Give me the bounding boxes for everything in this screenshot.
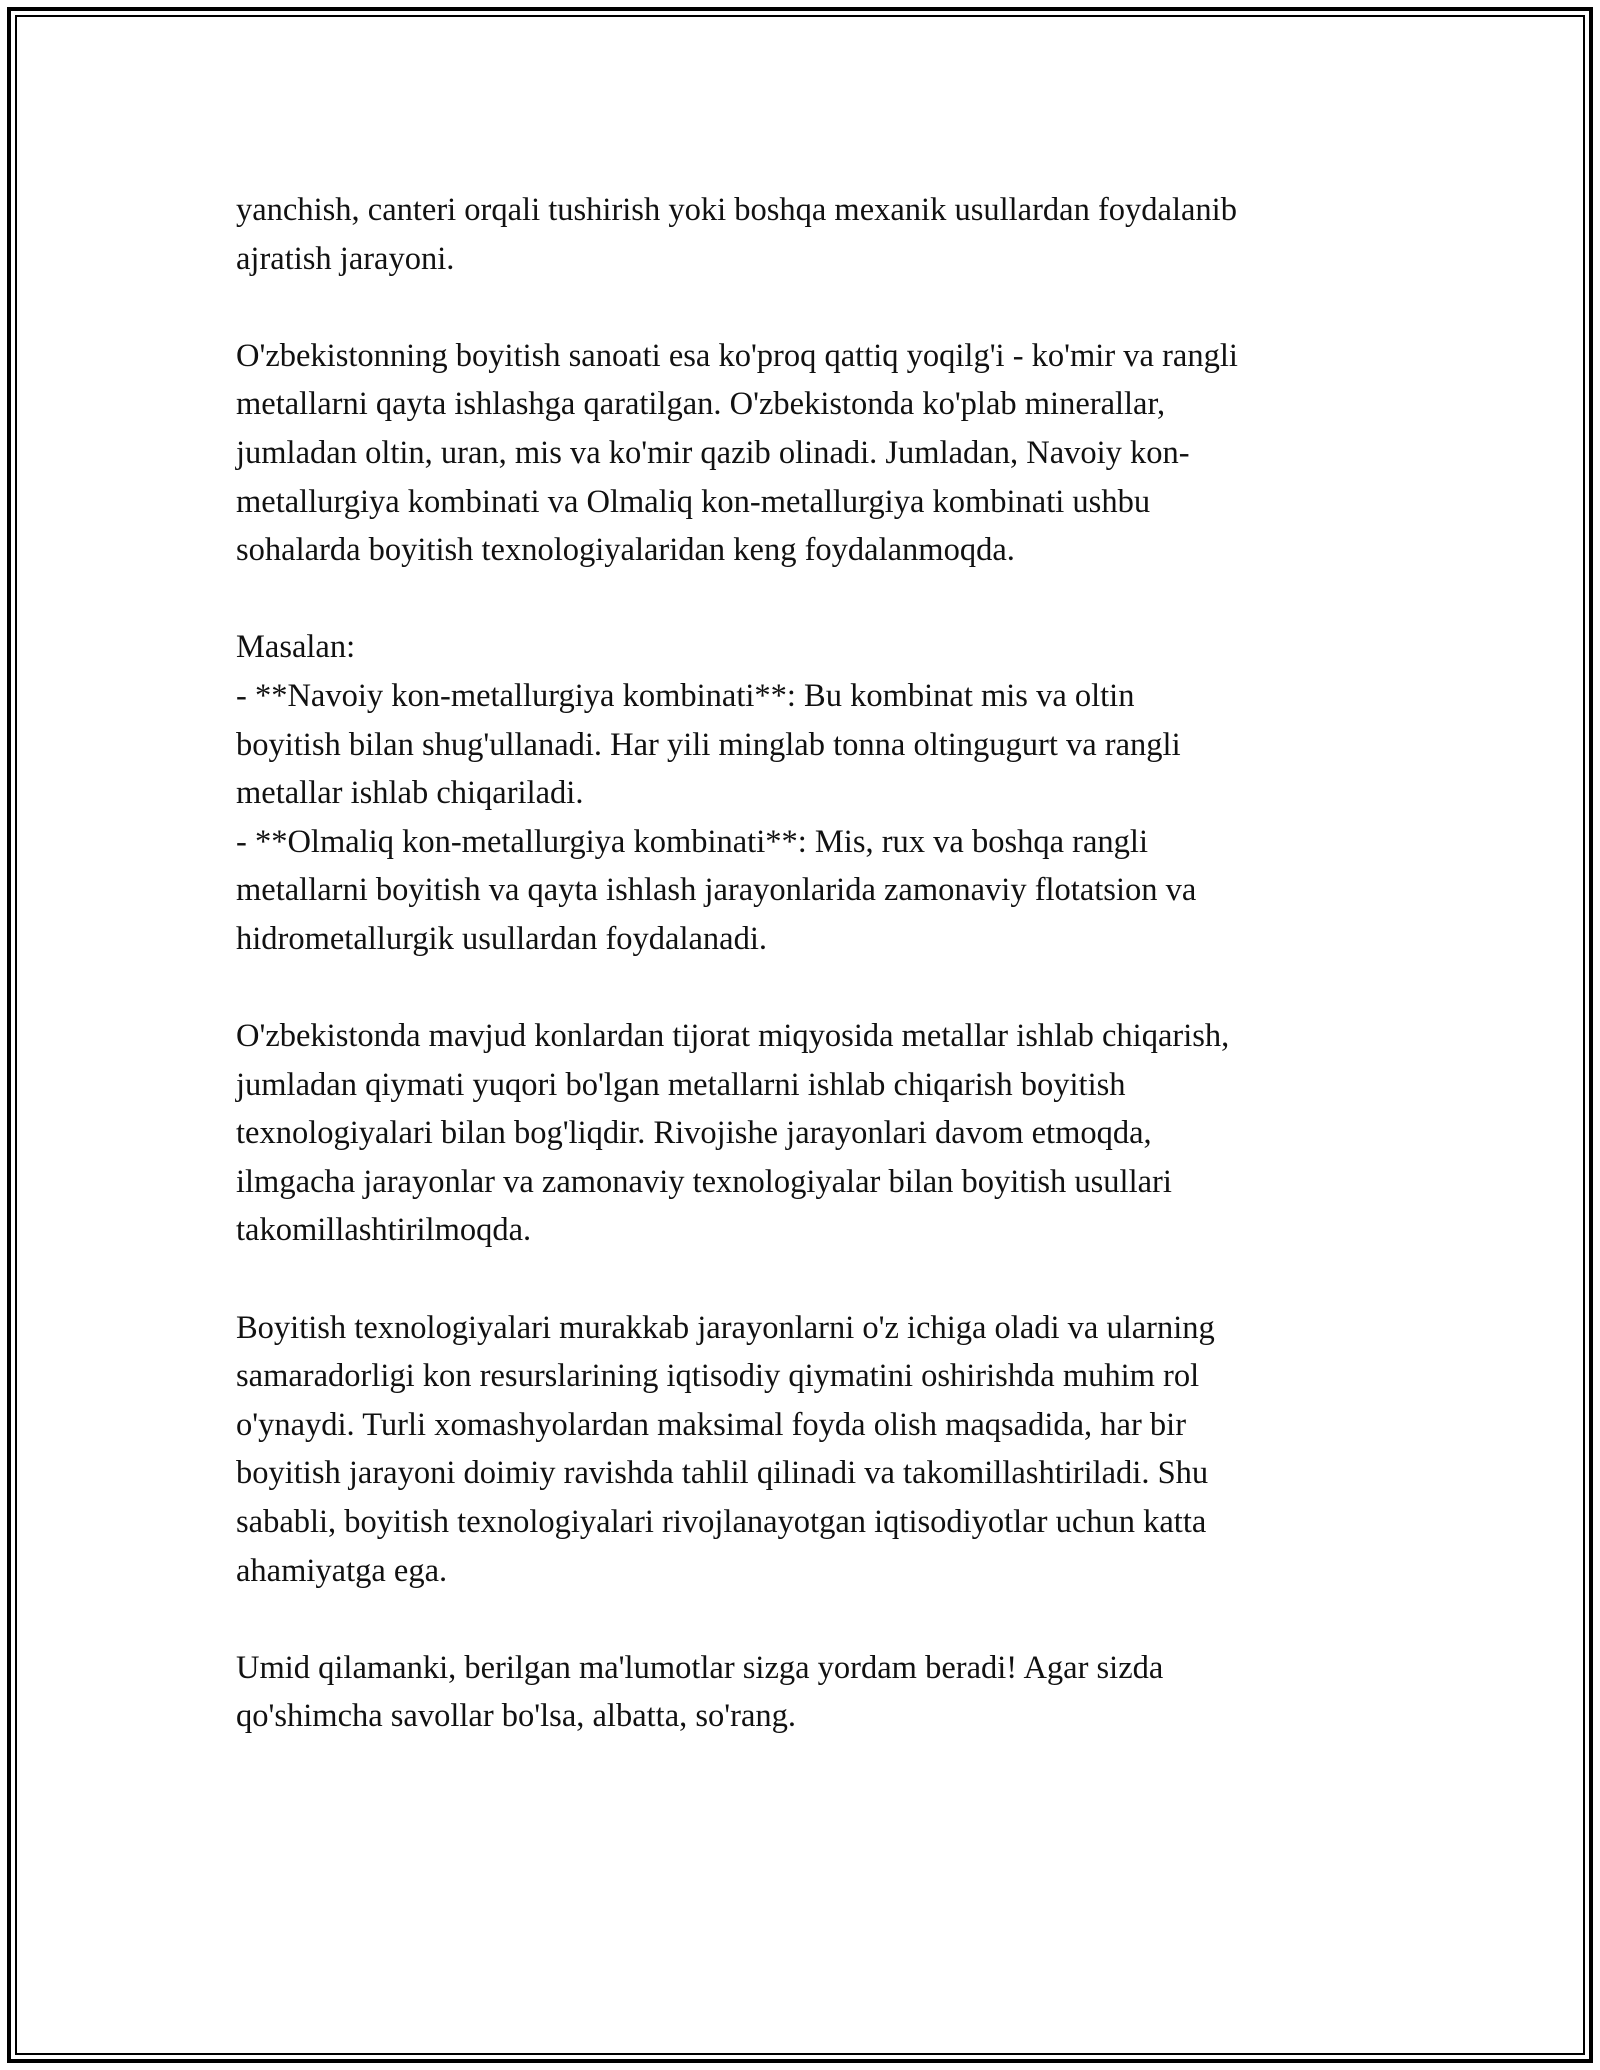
list-item-line: hidrometallurgik usullardan foydalanadi.: [236, 920, 767, 957]
text-line: sababli, boyitish texnologiyalari rivojlanayotgan iqtisodiyotlar uchun katta: [236, 1504, 1207, 1541]
paragraph-2: [236, 332, 1396, 575]
paragraph-3: [236, 623, 1396, 963]
text-line: takomillashtirilmoqda.: [236, 1212, 532, 1249]
list-item-line: boyitish bilan shug'ullanadi. Har yili minglab tonna oltingugurt va rangli: [236, 726, 1181, 763]
document-body: [236, 186, 1396, 1741]
text-line: jumladan oltin, uran, mis va ko'mir qazib olinadi. Jumladan, Navoiy kon-: [236, 434, 1190, 471]
text-line: metallarni qayta ishlashga qaratilgan. O'zbekistonda ko'plab minerallar,: [236, 386, 1166, 423]
text-line: samaradorligi kon resurslarining iqtisodiy qiymatini oshirishda muhim rol: [236, 1358, 1200, 1395]
text-line: texnologiyalari bilan bog'liqdir. Rivojishe jarayonlari davom etmoqda,: [236, 1115, 1152, 1152]
text-line: O'zbekistonda mavjud konlardan tijorat miqyosida metallar ishlab chiqarish,: [236, 1018, 1230, 1055]
text-line: yanchish, canteri orqali tushirish yoki boshqa mexanik usullardan foydalanib: [236, 192, 1237, 228]
list-item-line: - **Olmaliq kon-metallurgiya kombinati**: Mis, rux va boshqa rangli: [236, 823, 1148, 860]
text-line: ajratish jarayoni.: [236, 240, 455, 277]
text-line: ilmgacha jarayonlar va zamonaviy texnologiyalar bilan boyitish usullari: [236, 1163, 1172, 1200]
text-line: qo'shimcha savollar bo'lsa, albatta, so'rang.: [236, 1698, 796, 1735]
text-line: boyitish jarayoni doimiy ravishda tahlil qilinadi va takomillashtiriladi. Shu: [236, 1455, 1209, 1492]
text-line: Masalan:: [236, 629, 356, 666]
text-line: Umid qilamanki, berilgan ma'lumotlar sizga yordam beradi! Agar sizda: [236, 1649, 1164, 1686]
text-line: Boyitish texnologiyalari murakkab jarayonlarni o'z ichiga oladi va ularning: [236, 1309, 1215, 1346]
text-line: sohalarda boyitish texnologiyalaridan keng foydalanmoqda.: [236, 532, 1015, 569]
paragraph-6: [236, 1644, 1396, 1741]
paragraph-1: [236, 186, 1396, 283]
text-line: metallurgiya kombinati va Olmaliq kon-metallurgiya kombinati ushbu: [236, 483, 1151, 520]
list-item-line: metallar ishlab chiqariladi.: [236, 775, 584, 812]
text-line: jumladan qiymati yuqori bo'lgan metallarni ishlab chiqarish boyitish: [236, 1066, 1126, 1103]
list-item-line: metallarni boyitish va qayta ishlash jarayonlarida zamonaviy flotatsion va: [236, 872, 1197, 909]
paragraph-5: [236, 1304, 1396, 1596]
list-item-line: - **Navoiy kon-metallurgiya kombinati**: Bu kombinat mis va oltin: [236, 677, 1135, 714]
paragraph-4: [236, 1012, 1396, 1255]
text-line: O'zbekistonning boyitish sanoati esa ko'proq qattiq yoqilg'i - ko'mir va rangli: [236, 337, 1238, 374]
text-line: o'ynaydi. Turli xomashyolardan maksimal foyda olish maqsadida, har bir: [236, 1406, 1187, 1443]
text-line: ahamiyatga ega.: [236, 1552, 448, 1589]
